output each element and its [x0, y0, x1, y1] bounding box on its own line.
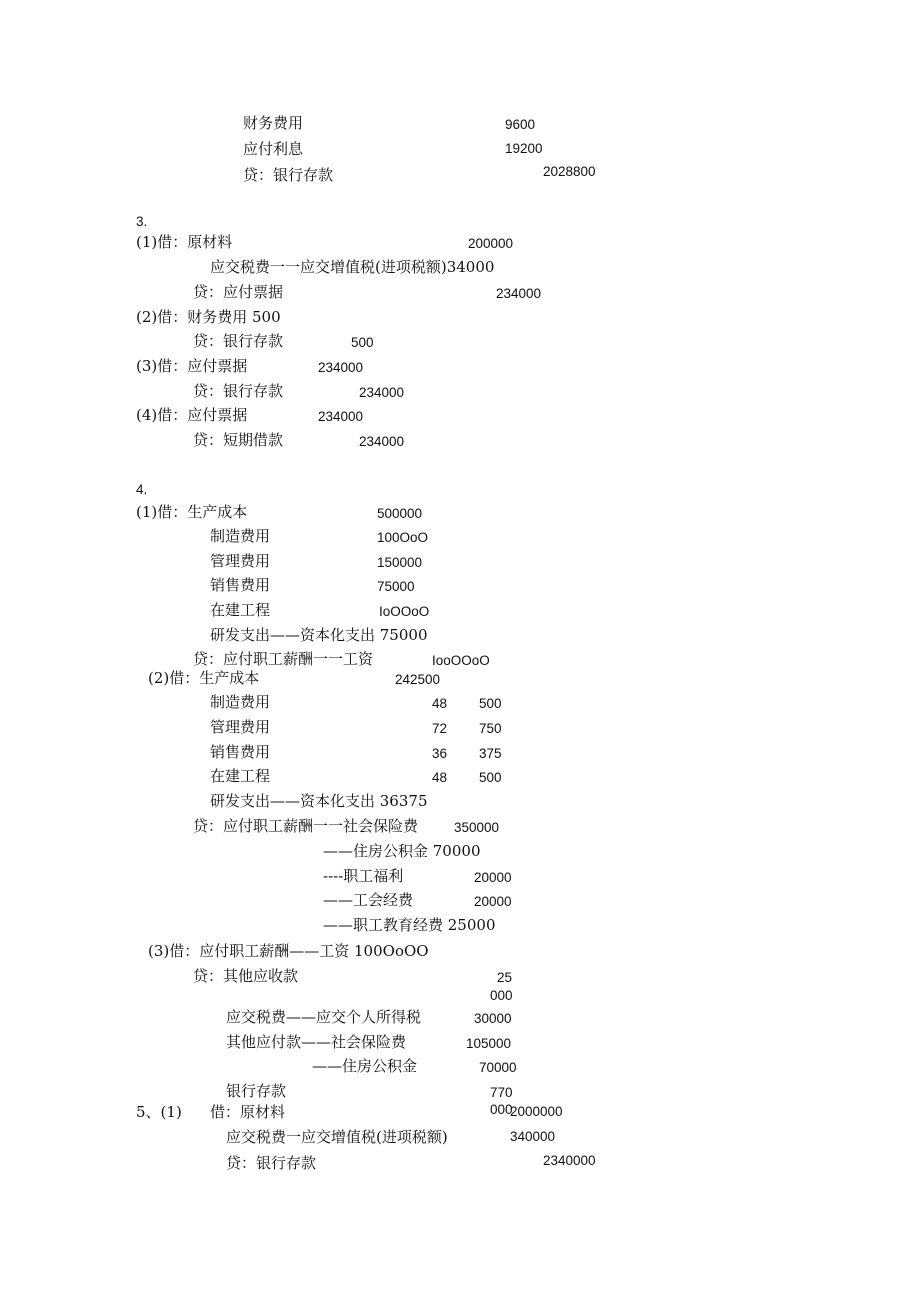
line-43: 72 [432, 721, 448, 736]
line-59: ——职工教育经费 25000 [323, 916, 496, 934]
line-34: 研发支出——资本化支出 75000 [210, 626, 428, 644]
line-32: 在建工程 [210, 601, 271, 619]
line-45: 销售费用 [210, 743, 271, 761]
line-6: 3. [136, 214, 148, 229]
line-40: 48 [432, 696, 448, 711]
line-77: 340000 [510, 1129, 556, 1144]
line-57: ——工会经费 [323, 891, 414, 909]
line-55: ----职工福利 [323, 867, 404, 885]
line-68: ——住房公积金 [312, 1057, 418, 1075]
line-23: 4. [136, 482, 148, 497]
line-13: 贷：银行存款 [193, 332, 284, 350]
line-50: 500 [479, 770, 502, 785]
line-67: 105000 [466, 1036, 512, 1051]
line-48: 在建工程 [210, 767, 271, 785]
line-3: 19200 [505, 141, 543, 156]
line-30: 销售费用 [210, 576, 271, 594]
line-8: 200000 [468, 236, 514, 251]
line-19: (4)借：应付票据 [136, 406, 248, 424]
line-71: 770 [490, 1085, 513, 1100]
line-33: IoOOoO [379, 604, 430, 619]
line-36: IooOOoO [432, 653, 490, 668]
line-10: 贷：应付票据 [193, 283, 284, 301]
line-31: 75000 [377, 579, 415, 594]
line-64: 应交税费——应交个人所得税 [226, 1008, 422, 1026]
line-1: 9600 [505, 117, 536, 132]
line-49: 48 [432, 770, 448, 785]
line-58: 20000 [474, 894, 512, 909]
line-25: 500000 [377, 506, 423, 521]
line-21: 贷：短期借款 [193, 431, 284, 449]
line-54: ——住房公积金 70000 [323, 842, 481, 860]
line-78: 贷：银行存款 [226, 1154, 317, 1172]
line-56: 20000 [474, 870, 512, 885]
line-29: 150000 [377, 555, 423, 570]
line-9: 应交税费一一应交增值税(进项税额)34000 [210, 258, 495, 276]
line-4: 贷：银行存款 [243, 166, 334, 184]
line-73: 5、(1) [136, 1103, 182, 1121]
line-69: 70000 [479, 1060, 517, 1075]
line-24: (1)借：生产成本 [136, 503, 248, 521]
line-37: (2)借：生产成本 [148, 669, 260, 687]
line-72: 000 [490, 1102, 513, 1117]
line-22: 234000 [359, 434, 405, 449]
line-38: 242500 [395, 672, 441, 687]
line-11: 234000 [496, 286, 542, 301]
line-0: 财务费用 [243, 114, 304, 132]
line-53: 350000 [454, 820, 500, 835]
line-52: 贷：应付职工薪酬一一社会保险费 [193, 817, 419, 835]
line-26: 制造费用 [210, 527, 271, 545]
line-15: (3)借：应付票据 [136, 357, 248, 375]
line-20: 234000 [318, 409, 364, 424]
line-41: 500 [479, 696, 502, 711]
line-42: 管理费用 [210, 718, 271, 736]
line-28: 管理费用 [210, 552, 271, 570]
line-17: 贷：银行存款 [193, 382, 284, 400]
line-39: 制造费用 [210, 693, 271, 711]
line-12: (2)借：财务费用 500 [136, 308, 281, 326]
line-62: 25 [497, 970, 513, 985]
line-76: 应交税费一应交增值税(进项税额) [226, 1128, 448, 1146]
line-7: (1)借：原材料 [136, 233, 233, 251]
line-35: 贷：应付职工薪酬一一工资 [193, 650, 374, 668]
line-18: 234000 [359, 385, 405, 400]
line-60: (3)借：应付职工薪酬——工资 100OoOO [148, 942, 429, 960]
line-16: 234000 [318, 360, 364, 375]
line-79: 2340000 [543, 1153, 596, 1168]
line-65: 30000 [474, 1011, 512, 1026]
line-74: 借：原材料 [210, 1103, 286, 1121]
line-27: 100OoO [377, 530, 429, 545]
line-63: 000 [490, 988, 513, 1003]
line-2: 应付利息 [243, 140, 304, 158]
line-14: 500 [351, 335, 374, 350]
line-75: 2000000 [510, 1104, 563, 1119]
line-47: 375 [479, 746, 502, 761]
line-46: 36 [432, 746, 448, 761]
line-61: 贷：其他应收款 [193, 967, 299, 985]
line-44: 750 [479, 721, 502, 736]
line-66: 其他应付款——社会保险费 [226, 1033, 407, 1051]
line-5: 2028800 [543, 164, 596, 179]
line-51: 研发支出——资本化支出 36375 [210, 792, 428, 810]
line-70: 银行存款 [226, 1082, 287, 1100]
